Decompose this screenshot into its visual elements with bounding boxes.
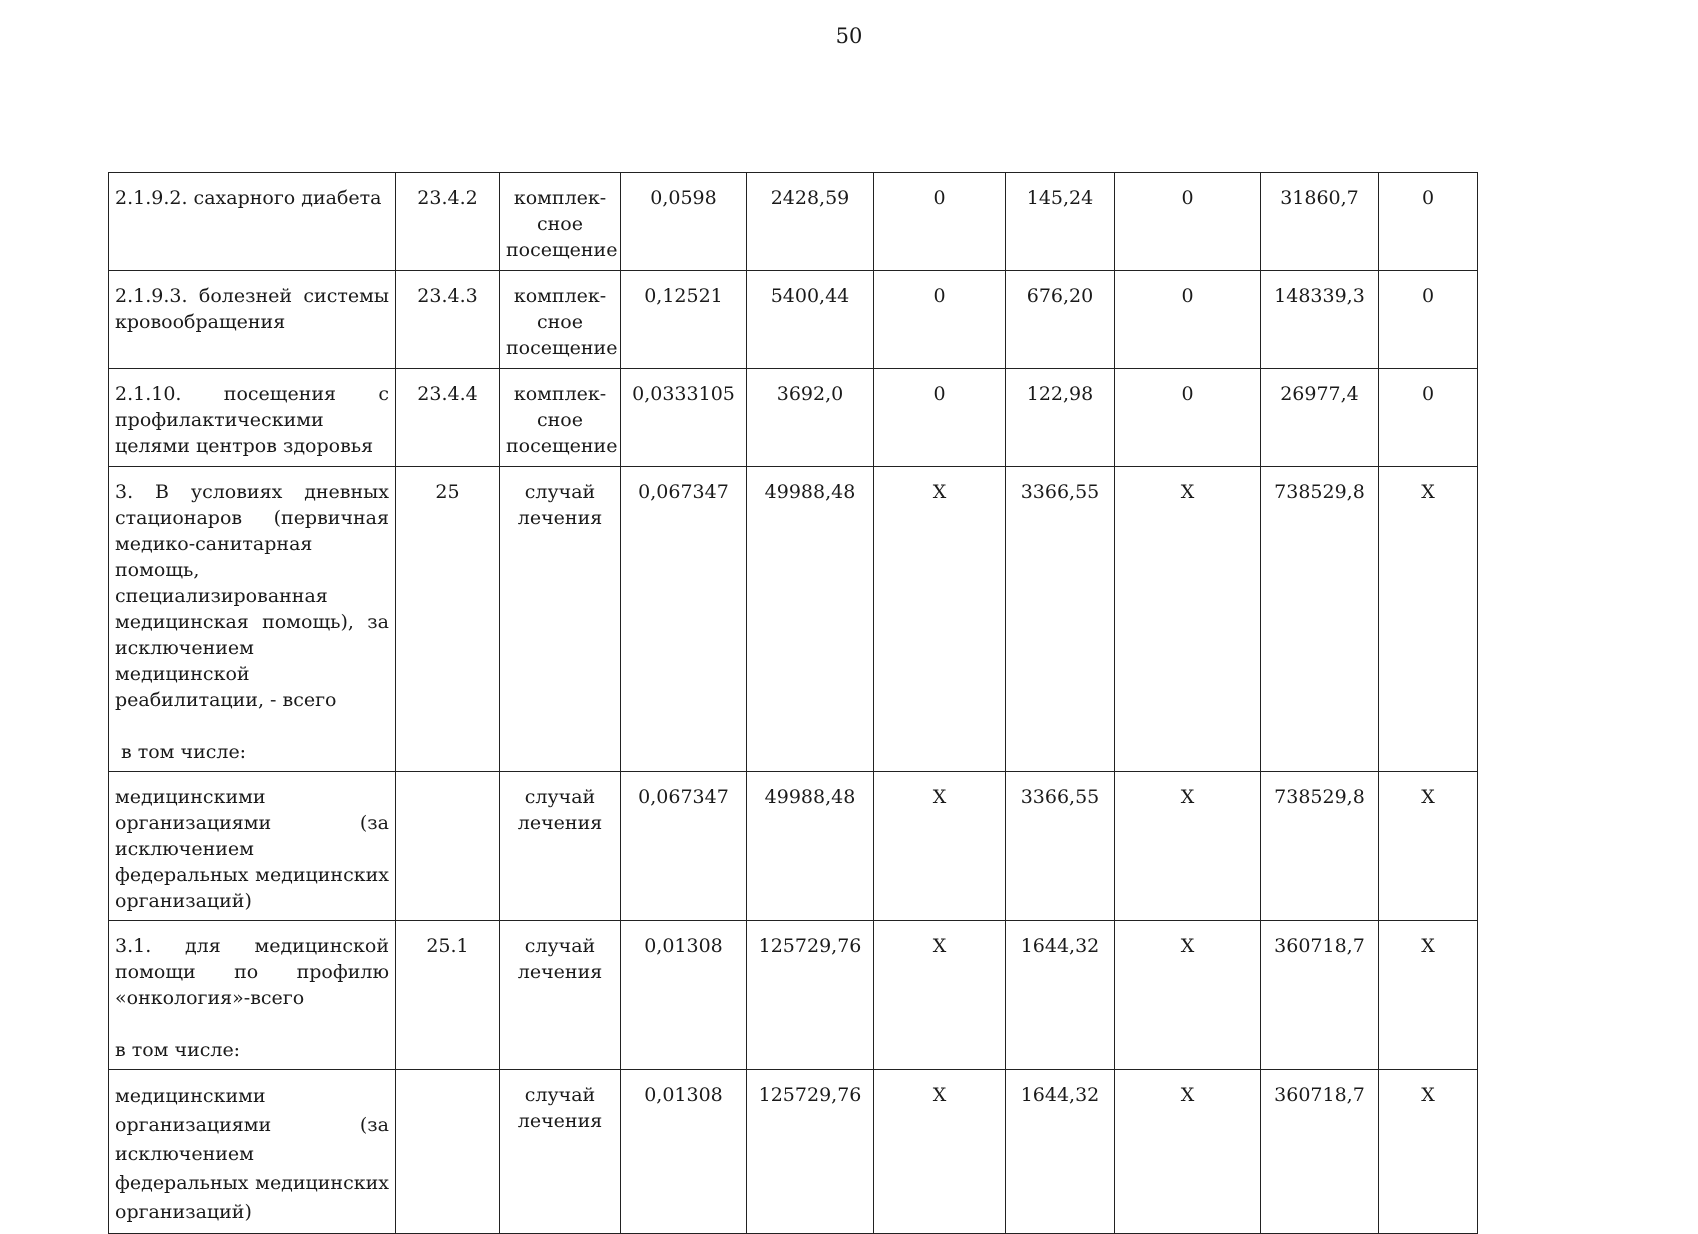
- row-name-cell: [109, 921, 396, 1070]
- row-value: 148339,3: [1261, 271, 1379, 369]
- row-value: 0: [1379, 271, 1478, 369]
- row-value: 49988,48: [747, 772, 874, 921]
- row-unit: случай лечения: [500, 921, 621, 1070]
- row-name: 2.1.9.2. сахарного диабета: [115, 187, 382, 209]
- row-value: 3366,55: [1006, 467, 1115, 772]
- row-value: 0,067347: [621, 467, 747, 772]
- row-unit: случай лечения: [500, 772, 621, 921]
- table-row: [109, 467, 1478, 772]
- row-value: 360718,7: [1261, 1070, 1379, 1234]
- row-value: 0,01308: [621, 921, 747, 1070]
- row-subnote: в том числе:: [115, 1039, 241, 1061]
- row-code: 23.4.2: [396, 173, 500, 271]
- row-value: 0: [1379, 369, 1478, 467]
- row-value: 2428,59: [747, 173, 874, 271]
- row-value: 26977,4: [1261, 369, 1379, 467]
- row-name: медицинскими организациями (за исключением федеральных медицинских организаций): [115, 1085, 389, 1223]
- row-code: 23.4.4: [396, 369, 500, 467]
- row-value: 0,0333105: [621, 369, 747, 467]
- row-value: X: [874, 921, 1006, 1070]
- row-code: 25.1: [396, 921, 500, 1070]
- row-value: 1644,32: [1006, 1070, 1115, 1234]
- row-unit: комплек-сное посещение: [500, 173, 621, 271]
- row-name-cell: [109, 271, 396, 369]
- row-value: 0: [1115, 369, 1261, 467]
- row-name: медицинскими организациями (за исключением федеральных медицинских организаций): [115, 786, 389, 912]
- row-name: 3. В условиях дневных стационаров (первичная медико-санитарная помощь, специализированная медицинская помощь), за исключением медицинской реабилитации, - всего: [115, 481, 389, 711]
- table-row: [109, 173, 1478, 271]
- row-unit: комплек-сное посещение: [500, 369, 621, 467]
- row-code: 23.4.3: [396, 271, 500, 369]
- row-value: 0,01308: [621, 1070, 747, 1234]
- table-row: [109, 369, 1478, 467]
- row-value: 0,067347: [621, 772, 747, 921]
- row-name-cell: [109, 1070, 396, 1234]
- row-value: X: [874, 1070, 1006, 1234]
- row-code: 25: [396, 467, 500, 772]
- row-value: 738529,8: [1261, 467, 1379, 772]
- table-row: [109, 271, 1478, 369]
- row-name: 3.1. для медицинской помощи по профилю «онкология»-всего: [115, 935, 389, 1009]
- data-table: [108, 172, 1478, 1234]
- row-value: X: [874, 467, 1006, 772]
- row-value: 738529,8: [1261, 772, 1379, 921]
- row-unit: случай лечения: [500, 1070, 621, 1234]
- row-code: [396, 772, 500, 921]
- row-value: 3366,55: [1006, 772, 1115, 921]
- row-value: 122,98: [1006, 369, 1115, 467]
- table-row: [109, 921, 1478, 1070]
- row-value: 125729,76: [747, 1070, 874, 1234]
- row-value: 0: [874, 173, 1006, 271]
- row-unit: случай лечения: [500, 467, 621, 772]
- row-value: 0,12521: [621, 271, 747, 369]
- row-unit: комплек-сное посещение: [500, 271, 621, 369]
- row-name-cell: [109, 173, 396, 271]
- row-value: X: [1379, 921, 1478, 1070]
- row-value: X: [1379, 772, 1478, 921]
- table-row: [109, 772, 1478, 921]
- row-value: X: [1115, 921, 1261, 1070]
- row-name: 2.1.9.3. болезней системы кровообращения: [115, 285, 389, 333]
- row-name-cell: [109, 772, 396, 921]
- row-subnote: в том числе:: [121, 741, 247, 763]
- row-value: 0: [1379, 173, 1478, 271]
- row-value: X: [1379, 467, 1478, 772]
- row-value: 145,24: [1006, 173, 1115, 271]
- row-value: 676,20: [1006, 271, 1115, 369]
- table-row: [109, 1070, 1478, 1234]
- row-value: 5400,44: [747, 271, 874, 369]
- row-value: 0: [1115, 271, 1261, 369]
- row-value: 0: [874, 369, 1006, 467]
- row-code: [396, 1070, 500, 1234]
- row-value: 0,0598: [621, 173, 747, 271]
- row-value: 0: [874, 271, 1006, 369]
- row-value: X: [874, 772, 1006, 921]
- row-value: X: [1115, 772, 1261, 921]
- page-number: 50: [835, 24, 863, 48]
- row-value: 3692,0: [747, 369, 874, 467]
- row-name-cell: [109, 369, 396, 467]
- row-value: 360718,7: [1261, 921, 1379, 1070]
- row-value: 0: [1115, 173, 1261, 271]
- row-value: X: [1379, 1070, 1478, 1234]
- row-name: 2.1.10. посещения с профилактическими целями центров здоровья: [115, 383, 389, 457]
- row-value: 31860,7: [1261, 173, 1379, 271]
- row-value: 125729,76: [747, 921, 874, 1070]
- row-value: X: [1115, 467, 1261, 772]
- row-value: 1644,32: [1006, 921, 1115, 1070]
- row-value: X: [1115, 1070, 1261, 1234]
- row-value: 49988,48: [747, 467, 874, 772]
- row-name-cell: [109, 467, 396, 772]
